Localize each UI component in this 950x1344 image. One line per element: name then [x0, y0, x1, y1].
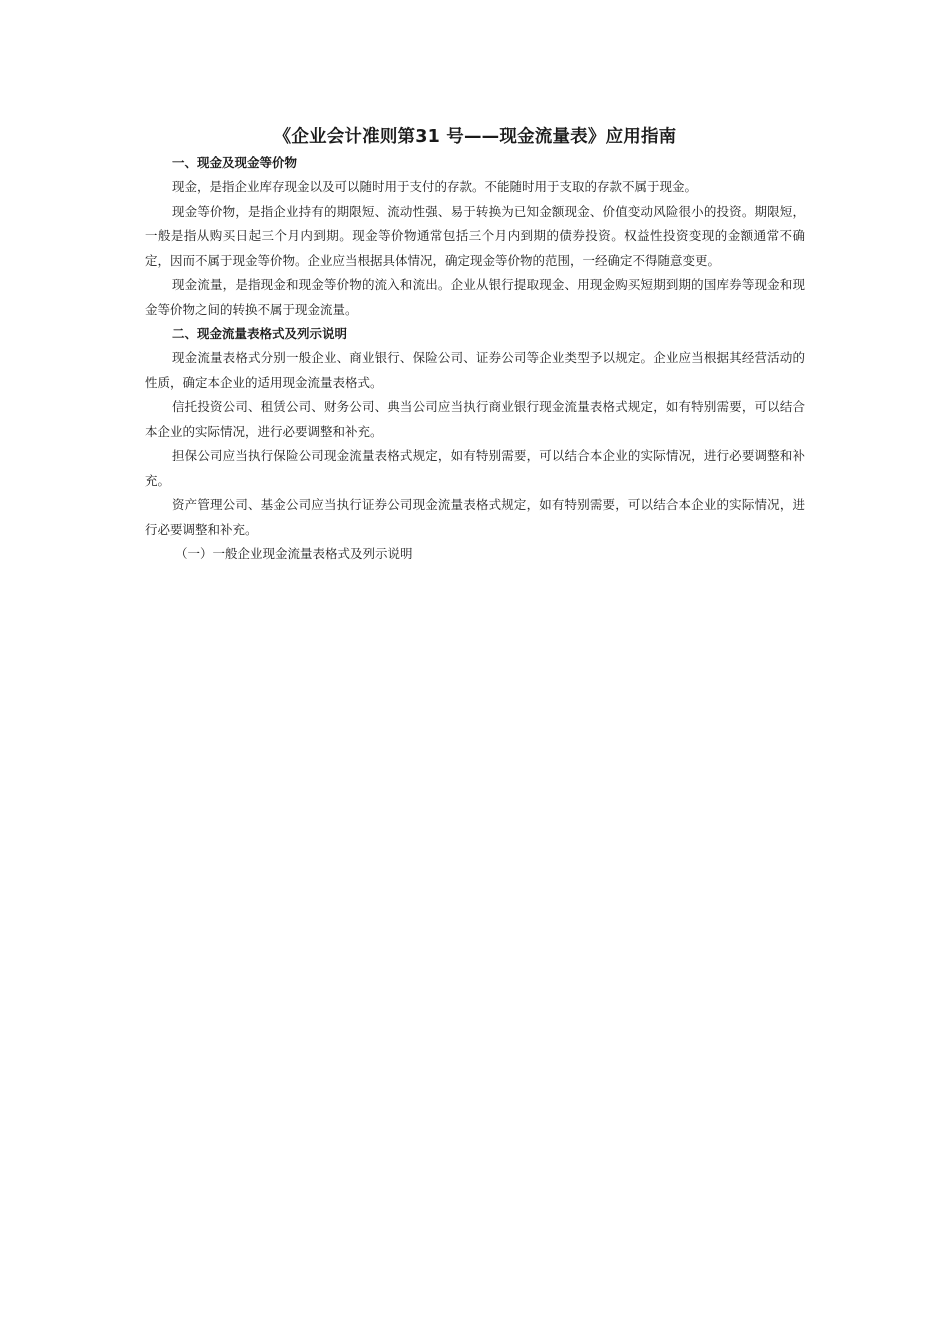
paragraph-cash-flow: 现金流量，是指现金和现金等价物的流入和流出。企业从银行提取现金、用现金购买短期到期的国库券等现金和现金等价物之间的转换不属于现金流量。: [145, 277, 805, 317]
section-heading-format: 二、现金流量表格式及列示说明: [172, 326, 348, 341]
paragraph-asset-management: 资产管理公司、基金公司应当执行证券公司现金流量表格式规定，如有特别需要，可以结合本企业的实际情况，进行必要调整和补充。: [145, 497, 805, 537]
paragraph-trust-companies: 信托投资公司、租赁公司、财务公司、典当公司应当执行商业银行现金流量表格式规定，如有特别需要，可以结合本企业的实际情况，进行必要调整和补充。: [145, 399, 805, 439]
paragraph-guarantee-companies: 担保公司应当执行保险公司现金流量表格式规定，如有特别需要，可以结合本企业的实际情况，进行必要调整和补充。: [145, 448, 805, 488]
section-heading-cash: 一、现金及现金等价物: [172, 155, 298, 170]
paragraph-cash-equivalents: 现金等价物，是指企业持有的期限短、流动性强、易于转换为已知金额现金、价值变动风险很小的投资。期限短，一般是指从购买日起三个月内到期。现金等价物通常包括三个月内到期的债券投资。权益性投资变现的金额通常不确定，因而不属于现金等价物。企业应当根据具体情况，确定现金等价物的范围，一经确定不得随意变更。: [145, 203, 805, 268]
subsection-heading-general: （一）一般企业现金流量表格式及列示说明: [175, 546, 413, 561]
document-title: 《企业会计准则第31 号——现金流量表》应用指南: [273, 127, 677, 147]
document-page: [145, 124, 805, 567]
paragraph-format-types: 现金流量表格式分别一般企业、商业银行、保险公司、证券公司等企业类型予以规定。企业应当根据其经营活动的性质，确定本企业的适用现金流量表格式。: [145, 350, 805, 390]
paragraph-cash-definition: 现金，是指企业库存现金以及可以随时用于支付的存款。不能随时用于支取的存款不属于现金。: [172, 179, 698, 194]
